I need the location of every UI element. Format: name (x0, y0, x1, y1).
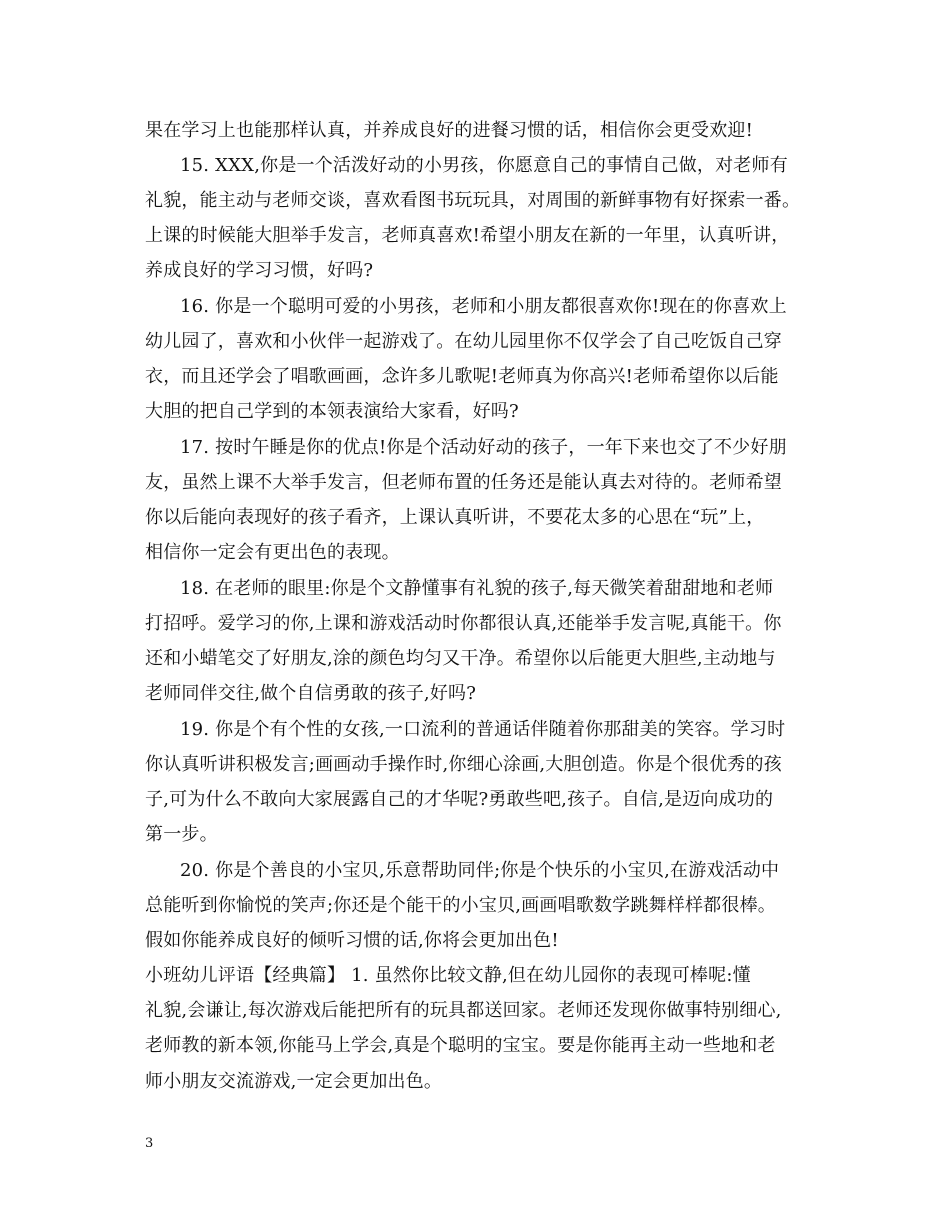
text-line: 礼貌,会谦让,每次游戏后能把所有的玩具都送回家。老师还发现你做事特别细心, (145, 1000, 782, 1021)
text-line: 老师同伴交往,做个自信勇敢的孩子,好吗? (145, 683, 477, 704)
text-line: 老师教的新本领,你能马上学会,真是个聪明的宝宝。要是你能再主动一些地和老 (145, 1035, 776, 1056)
page-number: 3 (145, 1136, 154, 1151)
text-line: 礼貌，能主动与老师交谈，喜欢看图书玩玩具，对周围的新鲜事物有好探索一番。 (145, 190, 801, 211)
text-line: 大胆的把自己学到的本领表演给大家看，好吗? (145, 401, 519, 422)
text-line: 子,可为什么不敢向大家展露自己的才华呢?勇敢些吧,孩子。自信,是迈向成功的 (145, 789, 774, 810)
text-line: 打招呼。爱学习的你,上课和游戏活动时你都很认真,还能举手发言呢,真能干。你 (145, 613, 782, 634)
text-line: 友，虽然上课不大举手发言，但老师布置的任务还是能认真去对待的。老师希望 (145, 472, 782, 493)
text-line: 养成良好的学习习惯，好吗? (145, 260, 374, 281)
text-line: 师小朋友交流游戏,一定会更加出色。 (145, 1071, 443, 1092)
text-line: 幼儿园了，喜欢和小伙伴一起游戏了。在幼儿园里你不仅学会了自己吃饭自己穿 (145, 331, 782, 352)
text-line: 16. 你是一个聪明可爱的小男孩，老师和小朋友都很喜欢你!现在的你喜欢上 (180, 296, 787, 317)
text-line: 还和小蜡笔交了好朋友,涂的颜色均匀又干净。希望你以后能更大胆些,主动地与 (145, 648, 776, 669)
text-line: 上课的时候能大胆举手发言，老师真喜欢!希望小朋友在新的一年里，认真听讲， (145, 225, 790, 246)
text-line: 17. 按时午睡是你的优点!你是个活动好动的孩子，一年下来也交了不少好朋 (180, 437, 787, 458)
text-line: 18. 在老师的眼里:你是个文静懂事有礼貌的孩子,每天微笑着甜甜地和老师 (180, 578, 774, 599)
text-line: 19. 你是个有个性的女孩,一口流利的普通话伴随着你那甜美的笑容。学习时 (180, 719, 786, 740)
text-line: 15. XXX,你是一个活泼好动的小男孩，你愿意自己的事情自己做，对老师有 (180, 155, 788, 176)
text-line: 你以后能向表现好的孩子看齐，上课认真听讲，不要花太多的心思在“玩”上， (145, 507, 765, 528)
text-line: 你认真听讲积极发言;画画动手操作时,你细心涂画,大胆创造。你是个很优秀的孩 (145, 754, 782, 775)
text-line: 衣，而且还学会了唱歌画画，念许多儿歌呢!老师真为你高兴!老师希望你以后能 (145, 366, 779, 387)
section-heading-line: 小班幼儿评语【经典篇】 1. 虽然你比较文静,但在幼儿园你的表现可棒呢:懂 (145, 965, 751, 986)
text-line: 第一步。 (145, 824, 218, 845)
text-line: 20. 你是个善良的小宝贝,乐意帮助同伴;你是个快乐的小宝贝,在游戏活动中 (180, 860, 780, 881)
text-line: 假如你能养成良好的倾听习惯的话,你将会更加出色! (145, 930, 559, 951)
text-line: 相信你一定会有更出色的表现。 (145, 542, 400, 563)
text-line: 总能听到你愉悦的笑声;你还是个能干的小宝贝,画画唱歌数学跳舞样样都很棒。 (145, 895, 776, 916)
text-line: 果在学习上也能那样认真，并养成良好的进餐习惯的话，相信你会更受欢迎! (145, 120, 754, 141)
